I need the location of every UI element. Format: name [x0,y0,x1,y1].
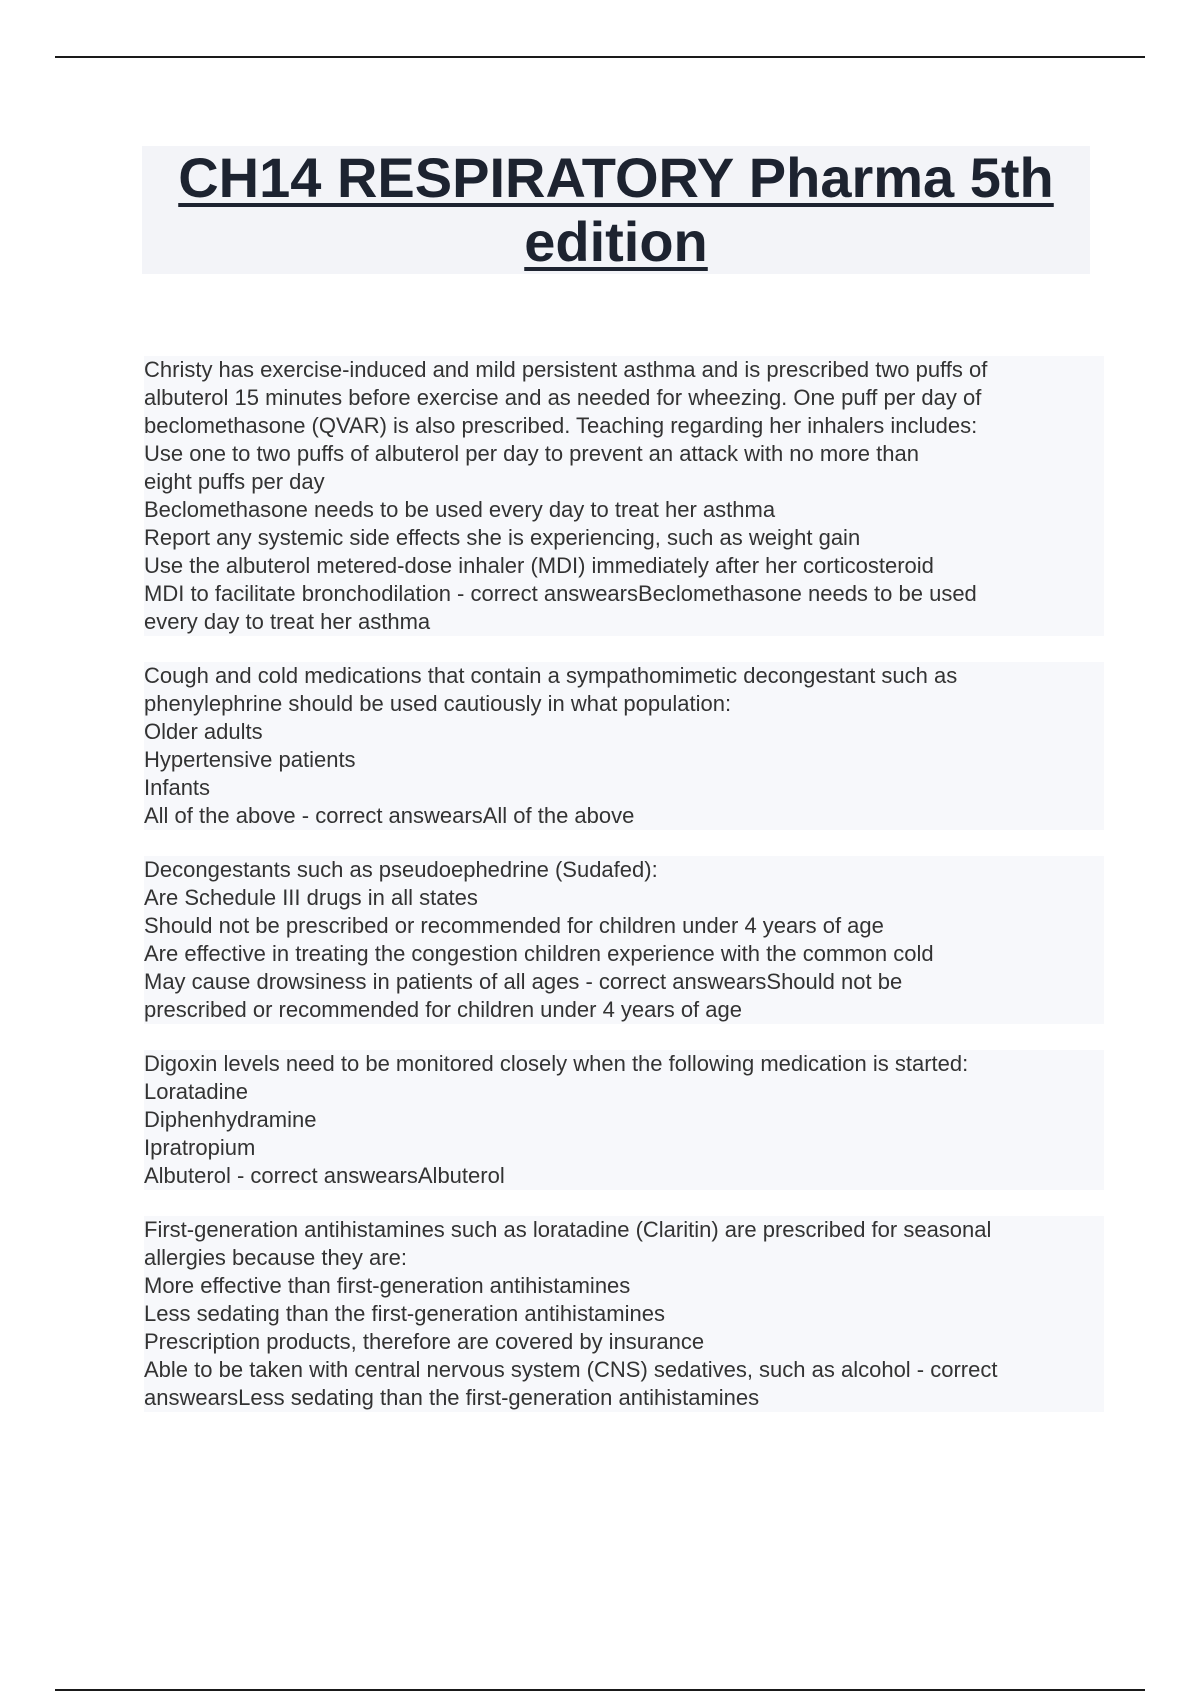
option-line: Beclomethasone needs to be used every day to treat her asthma [144,497,776,522]
question-line: Christy has exercise-induced and mild persistent asthma and is prescribed two puffs of [144,357,988,382]
option-line: Use one to two puffs of albuterol per day to prevent an attack with no more than [144,441,919,466]
question-line: allergies because they are: [144,1245,407,1270]
option-line: Use the albuterol metered-dose inhaler (MDI) immediately after her corticosteroid [144,553,934,578]
question-line: Decongestants such as pseudoephedrine (Sudafed): [144,857,658,882]
title-banner [142,146,1090,274]
option-line: Hypertensive patients [144,747,356,772]
option-line: Less sedating than the first-generation antihistamines [144,1301,665,1326]
qa-item-1 [144,356,1104,636]
option-line: Should not be prescribed or recommended for children under 4 years of age [144,913,884,938]
document-title: CH14 RESPIRATORY Pharma 5th edition [178,146,1054,273]
answer-line: answearsLess sedating than the first-generation antihistamines [144,1385,760,1410]
answer-line: All of the above - correct answearsAll of the above [144,803,635,828]
qa-item-3 [144,856,1104,1024]
question-line: phenylephrine should be used cautiously in what population: [144,691,732,716]
answer-line: Albuterol - correct answearsAlbuterol [144,1163,505,1188]
option-line: Diphenhydramine [144,1107,317,1132]
option-line: Ipratropium [144,1135,256,1160]
answer-line: prescribed or recommended for children under 4 years of age [144,997,742,1022]
qa-item-5 [144,1216,1104,1412]
answer-line: Able to be taken with central nervous system (CNS) sedatives, such as alcohol - correct [144,1357,998,1382]
answer-line: every day to treat her asthma [144,609,431,634]
option-line: Older adults [144,719,263,744]
option-line: Infants [144,775,211,800]
question-line: Digoxin levels need to be monitored closely when the following medication is started: [144,1051,969,1076]
qa-item-2 [144,662,1104,830]
answer-line: MDI to facilitate bronchodilation - correct answearsBeclomethasone needs to be used [144,581,977,606]
qa-list [144,356,1104,1438]
option-line: Prescription products, therefore are covered by insurance [144,1329,705,1354]
option-line: Are Schedule III drugs in all states [144,885,478,910]
question-line: albuterol 15 minutes before exercise and as needed for wheezing. One puff per day of [144,385,982,410]
answer-line: May cause drowsiness in patients of all ages - correct answearsShould not be [144,969,903,994]
question-line: Cough and cold medications that contain a sympathomimetic decongestant such as [144,663,958,688]
bottom-divider [55,1689,1145,1691]
option-line: Are effective in treating the congestion children experience with the common cold [144,941,934,966]
option-line: Report any systemic side effects she is experiencing, such as weight gain [144,525,861,550]
option-line: eight puffs per day [144,469,325,494]
option-line: Loratadine [144,1079,248,1104]
question-line: beclomethasone (QVAR) is also prescribed. Teaching regarding her inhalers includes: [144,413,978,438]
question-line: First-generation antihistamines such as loratadine (Claritin) are prescribed for seasonal [144,1217,992,1242]
qa-item-4 [144,1050,1104,1190]
option-line: More effective than first-generation antihistamines [144,1273,631,1298]
top-divider [55,56,1145,58]
